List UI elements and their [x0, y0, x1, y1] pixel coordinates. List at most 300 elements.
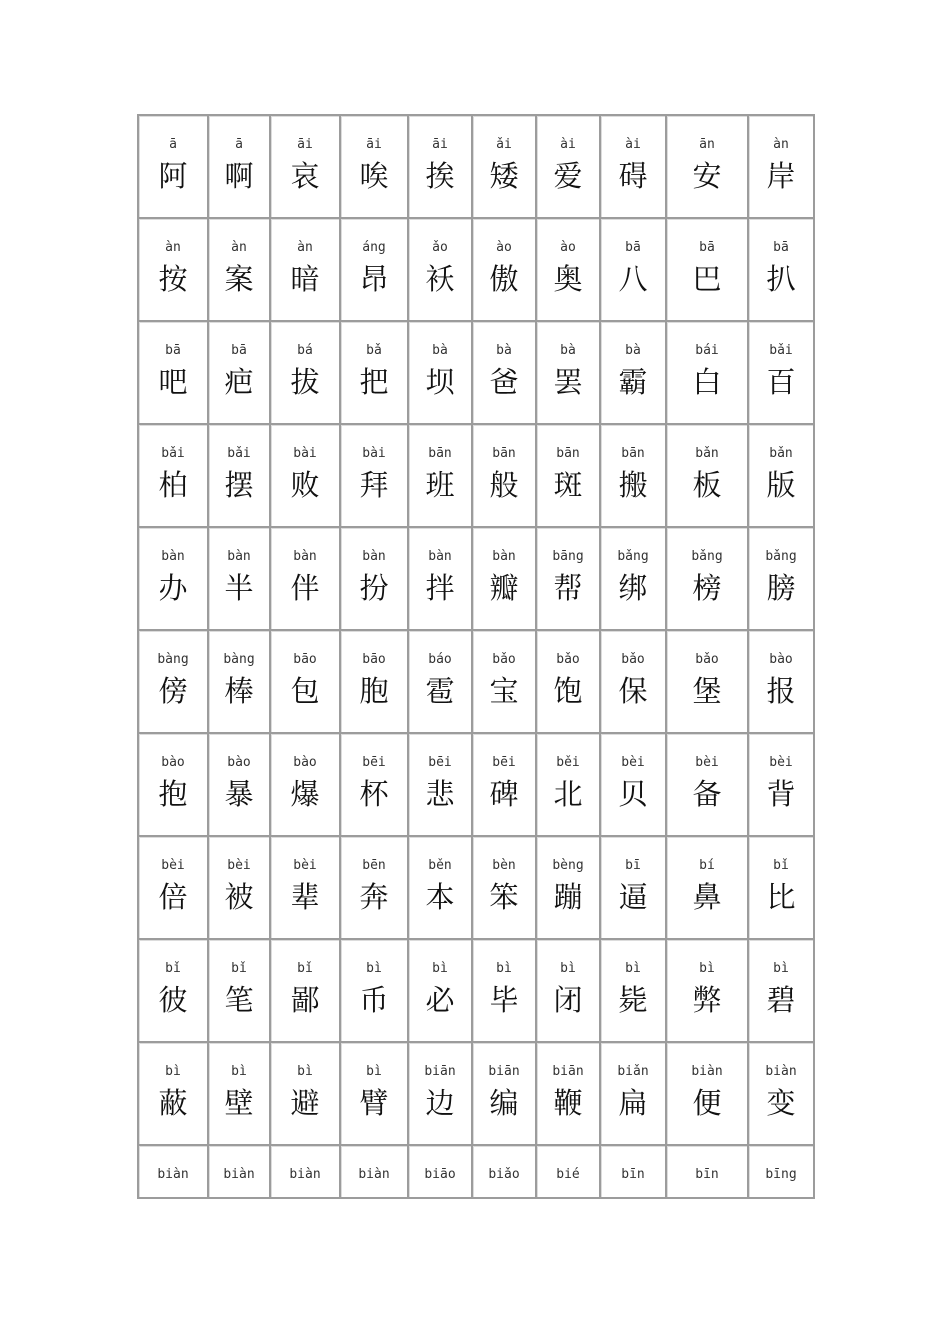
character-cell [340, 1042, 408, 1145]
character-cell [472, 1145, 536, 1198]
table-row [138, 1145, 814, 1198]
hanzi-character: 斑 [553, 468, 583, 502]
character-cell [138, 733, 208, 836]
pinyin-label: àn [231, 240, 247, 255]
pinyin-label: bài [362, 446, 386, 461]
pinyin-label: bì [496, 961, 512, 976]
hanzi-character: 逼 [618, 880, 648, 914]
hanzi-character: 边 [425, 1086, 455, 1120]
character-cell [340, 218, 408, 321]
character-cell [536, 733, 600, 836]
hanzi-character: 啊 [224, 159, 254, 193]
pinyin-label: ào [496, 240, 512, 255]
pinyin-label: bǎn [695, 446, 719, 461]
hanzi-character: 班 [425, 468, 455, 502]
hanzi-character: 保 [618, 674, 648, 708]
hanzi-character: 必 [425, 983, 455, 1017]
character-cell [748, 424, 814, 527]
pinyin-label: bīn [695, 1167, 719, 1182]
hanzi-character: 绑 [618, 571, 648, 605]
character-cell [138, 527, 208, 630]
hanzi-character: 鄙 [290, 983, 320, 1017]
character-cell [408, 733, 472, 836]
pinyin-label: bì [773, 961, 789, 976]
character-cell [600, 115, 666, 218]
hanzi-character: 辈 [290, 880, 320, 914]
hanzi-character: 矮 [489, 159, 519, 193]
pinyin-label: bān [556, 446, 580, 461]
pinyin-label: biàn [289, 1167, 321, 1182]
character-cell [472, 939, 536, 1042]
pinyin-label: bǐ [773, 858, 789, 873]
pinyin-label: bān [492, 446, 516, 461]
character-cell [408, 1145, 472, 1198]
character-cell [666, 424, 748, 527]
hanzi-character: 罢 [553, 365, 583, 399]
hanzi-character: 爆 [290, 777, 320, 811]
pinyin-label: bǐ [231, 961, 247, 976]
pinyin-label: bèng [552, 858, 584, 873]
character-cell [600, 939, 666, 1042]
pinyin-label: ài [560, 137, 576, 152]
pinyin-label: bì [432, 961, 448, 976]
pinyin-label: bǎng [691, 549, 723, 564]
hanzi-character: 碧 [766, 983, 796, 1017]
character-cell [208, 527, 270, 630]
character-cell [748, 321, 814, 424]
pinyin-label: bēi [428, 755, 452, 770]
pinyin-label: bào [293, 755, 317, 770]
hanzi-character: 板 [692, 468, 722, 502]
character-cell [208, 1042, 270, 1145]
character-cell [600, 218, 666, 321]
pinyin-label: běn [428, 858, 452, 873]
character-cell [472, 321, 536, 424]
character-cell [536, 115, 600, 218]
hanzi-character: 抱 [158, 777, 188, 811]
character-cell [666, 115, 748, 218]
character-cell [600, 424, 666, 527]
character-cell [536, 321, 600, 424]
pinyin-label: bàn [161, 549, 185, 564]
character-cell [748, 630, 814, 733]
character-cell [666, 321, 748, 424]
pinyin-label: àn [773, 137, 789, 152]
hanzi-character: 哀 [290, 159, 320, 193]
pinyin-label: bēi [362, 755, 386, 770]
pinyin-label: biān [424, 1064, 456, 1079]
hanzi-character: 蹦 [553, 880, 583, 914]
hanzi-character: 杯 [359, 777, 389, 811]
hanzi-character: 胞 [359, 674, 389, 708]
pinyin-label: bà [432, 343, 448, 358]
character-cell [600, 1042, 666, 1145]
character-cell [270, 115, 340, 218]
pinyin-label: bàn [428, 549, 452, 564]
character-cell [340, 527, 408, 630]
character-cell [748, 218, 814, 321]
character-cell [472, 115, 536, 218]
pinyin-label: bǐ [297, 961, 313, 976]
character-cell [600, 321, 666, 424]
hanzi-character: 包 [290, 674, 320, 708]
hanzi-character: 彼 [158, 983, 188, 1017]
hanzi-character: 帮 [553, 571, 583, 605]
hanzi-character: 毕 [489, 983, 519, 1017]
character-cell [536, 1042, 600, 1145]
hanzi-character: 榜 [692, 571, 722, 605]
character-cell [536, 218, 600, 321]
character-cell [270, 321, 340, 424]
pinyin-label: bàn [492, 549, 516, 564]
character-cell [340, 939, 408, 1042]
table-row [138, 939, 814, 1042]
pinyin-label: bì [297, 1064, 313, 1079]
hanzi-character: 伴 [290, 571, 320, 605]
hanzi-character: 半 [224, 571, 254, 605]
pinyin-label: bèn [492, 858, 516, 873]
character-cell [748, 733, 814, 836]
pinyin-label: bāo [362, 652, 386, 667]
hanzi-character: 毙 [618, 983, 648, 1017]
hanzi-character: 备 [692, 777, 722, 811]
character-cell [408, 836, 472, 939]
pinyin-label: bì [366, 961, 382, 976]
character-cell [208, 630, 270, 733]
pinyin-label: bàn [362, 549, 386, 564]
pinyin-label: bā [773, 240, 789, 255]
hanzi-character: 便 [692, 1086, 722, 1120]
character-cell [208, 836, 270, 939]
character-cell [666, 836, 748, 939]
pinyin-label: biàn [223, 1167, 255, 1182]
character-cell [138, 218, 208, 321]
character-cell [666, 1145, 748, 1198]
character-cell [536, 630, 600, 733]
pinyin-label: bǎo [556, 652, 580, 667]
hanzi-character: 案 [224, 262, 254, 296]
character-cell [408, 218, 472, 321]
character-cell [472, 630, 536, 733]
character-cell [600, 836, 666, 939]
character-cell [138, 630, 208, 733]
hanzi-character: 比 [766, 880, 796, 914]
pinyin-label: bǎng [617, 549, 649, 564]
character-cell [536, 527, 600, 630]
character-cell [748, 1145, 814, 1198]
hanzi-character: 拌 [425, 571, 455, 605]
character-cell [208, 733, 270, 836]
character-cell [408, 1042, 472, 1145]
hanzi-character: 办 [158, 571, 188, 605]
pinyin-label: bì [560, 961, 576, 976]
pinyin-label: bì [231, 1064, 247, 1079]
hanzi-character: 扮 [359, 571, 389, 605]
character-cell [748, 1042, 814, 1145]
pinyin-label: bǎi [161, 446, 185, 461]
pinyin-label: àn [297, 240, 313, 255]
hanzi-character: 壁 [224, 1086, 254, 1120]
hanzi-character: 傍 [158, 674, 188, 708]
pinyin-label: biàn [157, 1167, 189, 1182]
pinyin-label: bāng [552, 549, 584, 564]
pinyin-label: bì [366, 1064, 382, 1079]
hanzi-character: 疤 [224, 365, 254, 399]
pinyin-label: bèi [293, 858, 317, 873]
pinyin-label: bá [297, 343, 313, 358]
pinyin-label: bǎn [769, 446, 793, 461]
hanzi-character: 搬 [618, 468, 648, 502]
hanzi-character: 奥 [553, 262, 583, 296]
character-cell [138, 1042, 208, 1145]
character-cell [270, 1042, 340, 1145]
hanzi-character: 唉 [359, 159, 389, 193]
character-cell [408, 939, 472, 1042]
character-cell [472, 527, 536, 630]
character-cell [340, 1145, 408, 1198]
character-cell [208, 115, 270, 218]
hanzi-character: 本 [425, 880, 455, 914]
pinyin-label: bà [496, 343, 512, 358]
character-cell [340, 630, 408, 733]
character-cell [748, 939, 814, 1042]
hanzi-character: 阿 [158, 159, 188, 193]
character-cell [270, 939, 340, 1042]
hanzi-character: 袄 [425, 262, 455, 296]
table-row [138, 218, 814, 321]
pinyin-label: bān [428, 446, 452, 461]
pinyin-label: bái [695, 343, 719, 358]
pinyin-label: bèi [695, 755, 719, 770]
character-cell [408, 630, 472, 733]
pinyin-label: bǎ [366, 343, 382, 358]
hanzi-character: 编 [489, 1086, 519, 1120]
character-cell [138, 321, 208, 424]
pinyin-label: àn [165, 240, 181, 255]
character-cell [340, 424, 408, 527]
character-cell [138, 115, 208, 218]
character-cell [408, 424, 472, 527]
hanzi-character: 币 [359, 983, 389, 1017]
hanzi-character: 坝 [425, 365, 455, 399]
table-row [138, 115, 814, 218]
hanzi-character: 笨 [489, 880, 519, 914]
character-cell [536, 1145, 600, 1198]
hanzi-character: 饱 [553, 674, 583, 708]
hanzi-character: 安 [692, 159, 722, 193]
pinyin-label: ān [699, 137, 715, 152]
pinyin-label: ā [169, 137, 177, 152]
hanzi-character: 闭 [553, 983, 583, 1017]
pinyin-label: bàn [227, 549, 251, 564]
hanzi-character: 霸 [618, 365, 648, 399]
character-cell [270, 424, 340, 527]
table-row [138, 630, 814, 733]
pinyin-label: běi [556, 755, 580, 770]
character-cell [748, 836, 814, 939]
hanzi-character: 按 [158, 262, 188, 296]
hanzi-character: 暴 [224, 777, 254, 811]
pinyin-label: bī [625, 858, 641, 873]
hanzi-character: 弊 [692, 983, 722, 1017]
hanzi-character: 臂 [359, 1086, 389, 1120]
pinyin-label: biǎn [617, 1064, 649, 1079]
hanzi-character: 奔 [359, 880, 389, 914]
character-cell [270, 218, 340, 321]
pinyin-label: bì [625, 961, 641, 976]
character-cell [208, 321, 270, 424]
hanzi-character: 悲 [425, 777, 455, 811]
pinyin-label: ào [560, 240, 576, 255]
hanzi-character: 背 [766, 777, 796, 811]
hanzi-character: 摆 [224, 468, 254, 502]
hanzi-character: 碑 [489, 777, 519, 811]
pinyin-label: bà [625, 343, 641, 358]
hanzi-character: 白 [692, 365, 722, 399]
hanzi-character: 爱 [553, 159, 583, 193]
pinyin-label: bāo [293, 652, 317, 667]
hanzi-character: 般 [489, 468, 519, 502]
character-cell [270, 733, 340, 836]
pinyin-label: ā [235, 137, 243, 152]
pinyin-label: bǎo [621, 652, 645, 667]
pinyin-label: biàn [765, 1064, 797, 1079]
hanzi-character: 膀 [766, 571, 796, 605]
hanzi-character: 北 [553, 777, 583, 811]
character-cell [666, 218, 748, 321]
character-cell [340, 836, 408, 939]
pinyin-label: bà [560, 343, 576, 358]
pinyin-label: bǎi [769, 343, 793, 358]
character-cell [666, 527, 748, 630]
character-cell [408, 527, 472, 630]
character-cell [340, 733, 408, 836]
pinyin-label: bīng [765, 1167, 797, 1182]
character-cell [208, 1145, 270, 1198]
hanzi-character: 鞭 [553, 1086, 583, 1120]
pinyin-label: bā [231, 343, 247, 358]
hanzi-character: 宝 [489, 674, 519, 708]
hanzi-character: 八 [618, 262, 648, 296]
hanzi-character: 巴 [692, 262, 722, 296]
hanzi-character: 版 [766, 468, 796, 502]
pinyin-label: bì [699, 961, 715, 976]
pinyin-label: āi [297, 137, 313, 152]
pinyin-label: bā [625, 240, 641, 255]
character-cell [536, 424, 600, 527]
pinyin-label: bǎi [227, 446, 251, 461]
hanzi-character: 扁 [618, 1086, 648, 1120]
pinyin-label: bàn [293, 549, 317, 564]
character-cell [536, 836, 600, 939]
table-row [138, 321, 814, 424]
hanzi-character: 挨 [425, 159, 455, 193]
character-cell [340, 321, 408, 424]
hanzi-character: 拔 [290, 365, 320, 399]
character-cell [408, 321, 472, 424]
pinyin-label: bàng [157, 652, 189, 667]
character-cell [536, 939, 600, 1042]
character-cell [666, 630, 748, 733]
pinyin-label: bā [165, 343, 181, 358]
hanzi-character: 堡 [692, 674, 722, 708]
hanzi-character: 把 [359, 365, 389, 399]
hanzi-character: 柏 [158, 468, 188, 502]
hanzi-character: 棒 [224, 674, 254, 708]
character-cell [748, 115, 814, 218]
character-cell [208, 218, 270, 321]
pinyin-label: āi [432, 137, 448, 152]
hanzi-character: 蔽 [158, 1086, 188, 1120]
character-cell [208, 939, 270, 1042]
pinyin-label: bǎo [695, 652, 719, 667]
character-cell [472, 733, 536, 836]
pinyin-label: báo [428, 652, 452, 667]
character-cell [600, 733, 666, 836]
pinyin-label: biàn [691, 1064, 723, 1079]
hanzi-character: 爸 [489, 365, 519, 399]
table-row [138, 836, 814, 939]
hanzi-character: 变 [766, 1086, 796, 1120]
character-cell [270, 527, 340, 630]
character-cell [666, 939, 748, 1042]
character-cell [472, 218, 536, 321]
table-row [138, 1042, 814, 1145]
pinyin-label: bào [769, 652, 793, 667]
table-row [138, 527, 814, 630]
pinyin-label: áng [362, 240, 386, 255]
character-cell [138, 836, 208, 939]
hanzi-character: 报 [766, 674, 796, 708]
character-cell [472, 424, 536, 527]
character-cell [138, 424, 208, 527]
pinyin-label: āi [366, 137, 382, 152]
character-cell [270, 630, 340, 733]
hanzi-character: 败 [290, 468, 320, 502]
character-cell [472, 1042, 536, 1145]
hanzi-character: 碍 [618, 159, 648, 193]
pinyin-label: ǎi [496, 137, 512, 152]
pinyin-label: bǐ [165, 961, 181, 976]
pinyin-label: bào [161, 755, 185, 770]
hanzi-character: 笔 [224, 983, 254, 1017]
pinyin-label: bǎng [765, 549, 797, 564]
pinyin-character-table [137, 114, 815, 1199]
pinyin-label: ài [625, 137, 641, 152]
hanzi-character: 拜 [359, 468, 389, 502]
hanzi-character: 吧 [158, 365, 188, 399]
hanzi-character: 傲 [489, 262, 519, 296]
pinyin-label: biān [552, 1064, 584, 1079]
table-row [138, 733, 814, 836]
character-cell [748, 527, 814, 630]
hanzi-character: 鼻 [692, 880, 722, 914]
character-cell [138, 1145, 208, 1198]
pinyin-label: biāo [424, 1167, 456, 1182]
pinyin-label: biàn [358, 1167, 390, 1182]
hanzi-character: 岸 [766, 159, 796, 193]
pinyin-label: bèi [621, 755, 645, 770]
pinyin-label: bèi [769, 755, 793, 770]
pinyin-label: ǎo [432, 240, 448, 255]
pinyin-label: bí [699, 858, 715, 873]
table-row [138, 424, 814, 527]
character-cell [600, 527, 666, 630]
character-cell [666, 733, 748, 836]
hanzi-character: 昂 [359, 262, 389, 296]
character-cell [408, 115, 472, 218]
pinyin-label: bēn [362, 858, 386, 873]
